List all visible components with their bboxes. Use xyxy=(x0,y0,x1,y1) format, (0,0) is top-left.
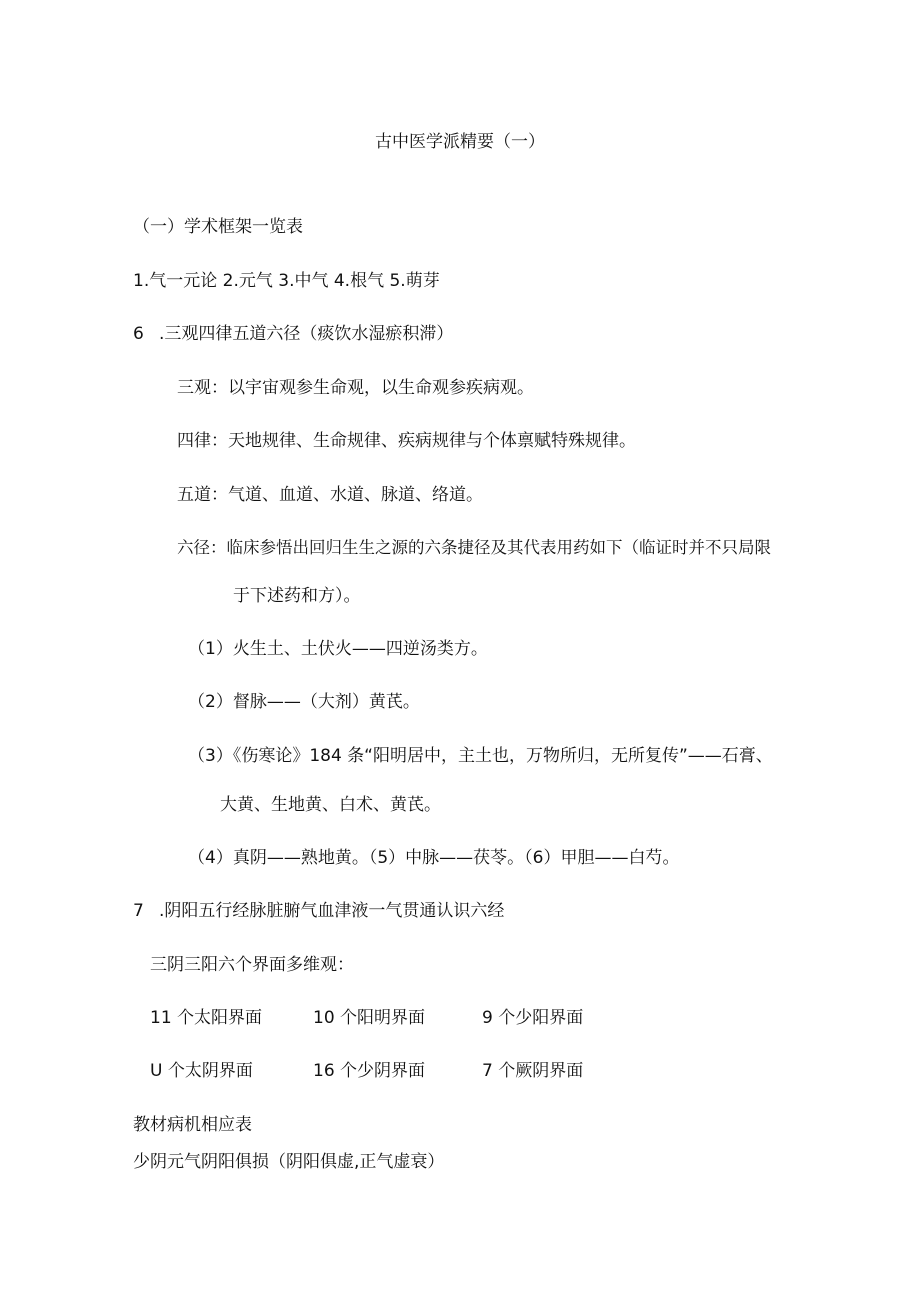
last-line: 少阴元气阴阳俱损（阴阳俱虚,正气虚衰） xyxy=(133,1152,445,1172)
section-heading: （一）学术框架一览表 xyxy=(133,217,303,237)
item-6-text: .三观四律五道六径（痰饮水湿瘀积滞） xyxy=(159,324,454,344)
path-4-5-6: （4）真阴——熟地黄。（5）中脉——茯苓。（6）甲胆——白芍。 xyxy=(188,848,680,868)
item-1-5: 1.气一元论 2.元气 3.中气 4.根气 5.萌芽 xyxy=(133,271,440,291)
document-title: 古中医学派精要（一） xyxy=(375,132,545,152)
path-3-line-2: 大黄、生地黄、白术、黄芪。 xyxy=(220,795,441,815)
interface-cell: 16 个少阴界面 xyxy=(313,1061,426,1081)
interface-cell: 10 个阳明界面 xyxy=(313,1008,426,1028)
interface-cell: U 个太阴界面 xyxy=(150,1061,253,1081)
path-1: （1）火生土、土伏火——四逆汤类方。 xyxy=(188,639,488,659)
interface-cell: 7 个厥阴界面 xyxy=(482,1061,584,1081)
item-7 xyxy=(133,903,504,920)
item-6-number: 6 xyxy=(133,324,144,344)
interface-cell: 11 个太阳界面 xyxy=(150,1008,263,1028)
table-caption: 教材病机相应表 xyxy=(133,1115,252,1135)
silv-line: 四律：天地规律、生命规律、疾病规律与个体禀赋特殊规律。 xyxy=(177,431,636,451)
item-7-text: .阴阳五行经脉脏腑气血津液一气贯通认识六经 xyxy=(159,901,505,921)
item-7-number: 7 xyxy=(133,901,144,921)
sanguan-line: 三观：以宇宙观参生命观，以生命观参疾病观。 xyxy=(177,378,534,398)
item-6 xyxy=(133,326,453,343)
path-3-line-1: （3）《伤寒论》184 条“阳明居中，主土也，万物所归，无所复传”——石膏、 xyxy=(188,746,773,766)
wudao-line: 五道：气道、血道、水道、脉道、络道。 xyxy=(177,485,483,505)
interface-cell: 9 个少阳界面 xyxy=(482,1008,584,1028)
liujing-line-1: 六径：临床参悟出回归生生之源的六条捷径及其代表用药如下（临证时并不只局限 xyxy=(177,538,771,557)
liujing-line-2: 于下述药和方）。 xyxy=(233,586,361,606)
multi-view-label: 三阴三阳六个界面多维观： xyxy=(150,955,354,975)
path-2: （2）督脉——（大剂）黄芪。 xyxy=(188,692,420,712)
